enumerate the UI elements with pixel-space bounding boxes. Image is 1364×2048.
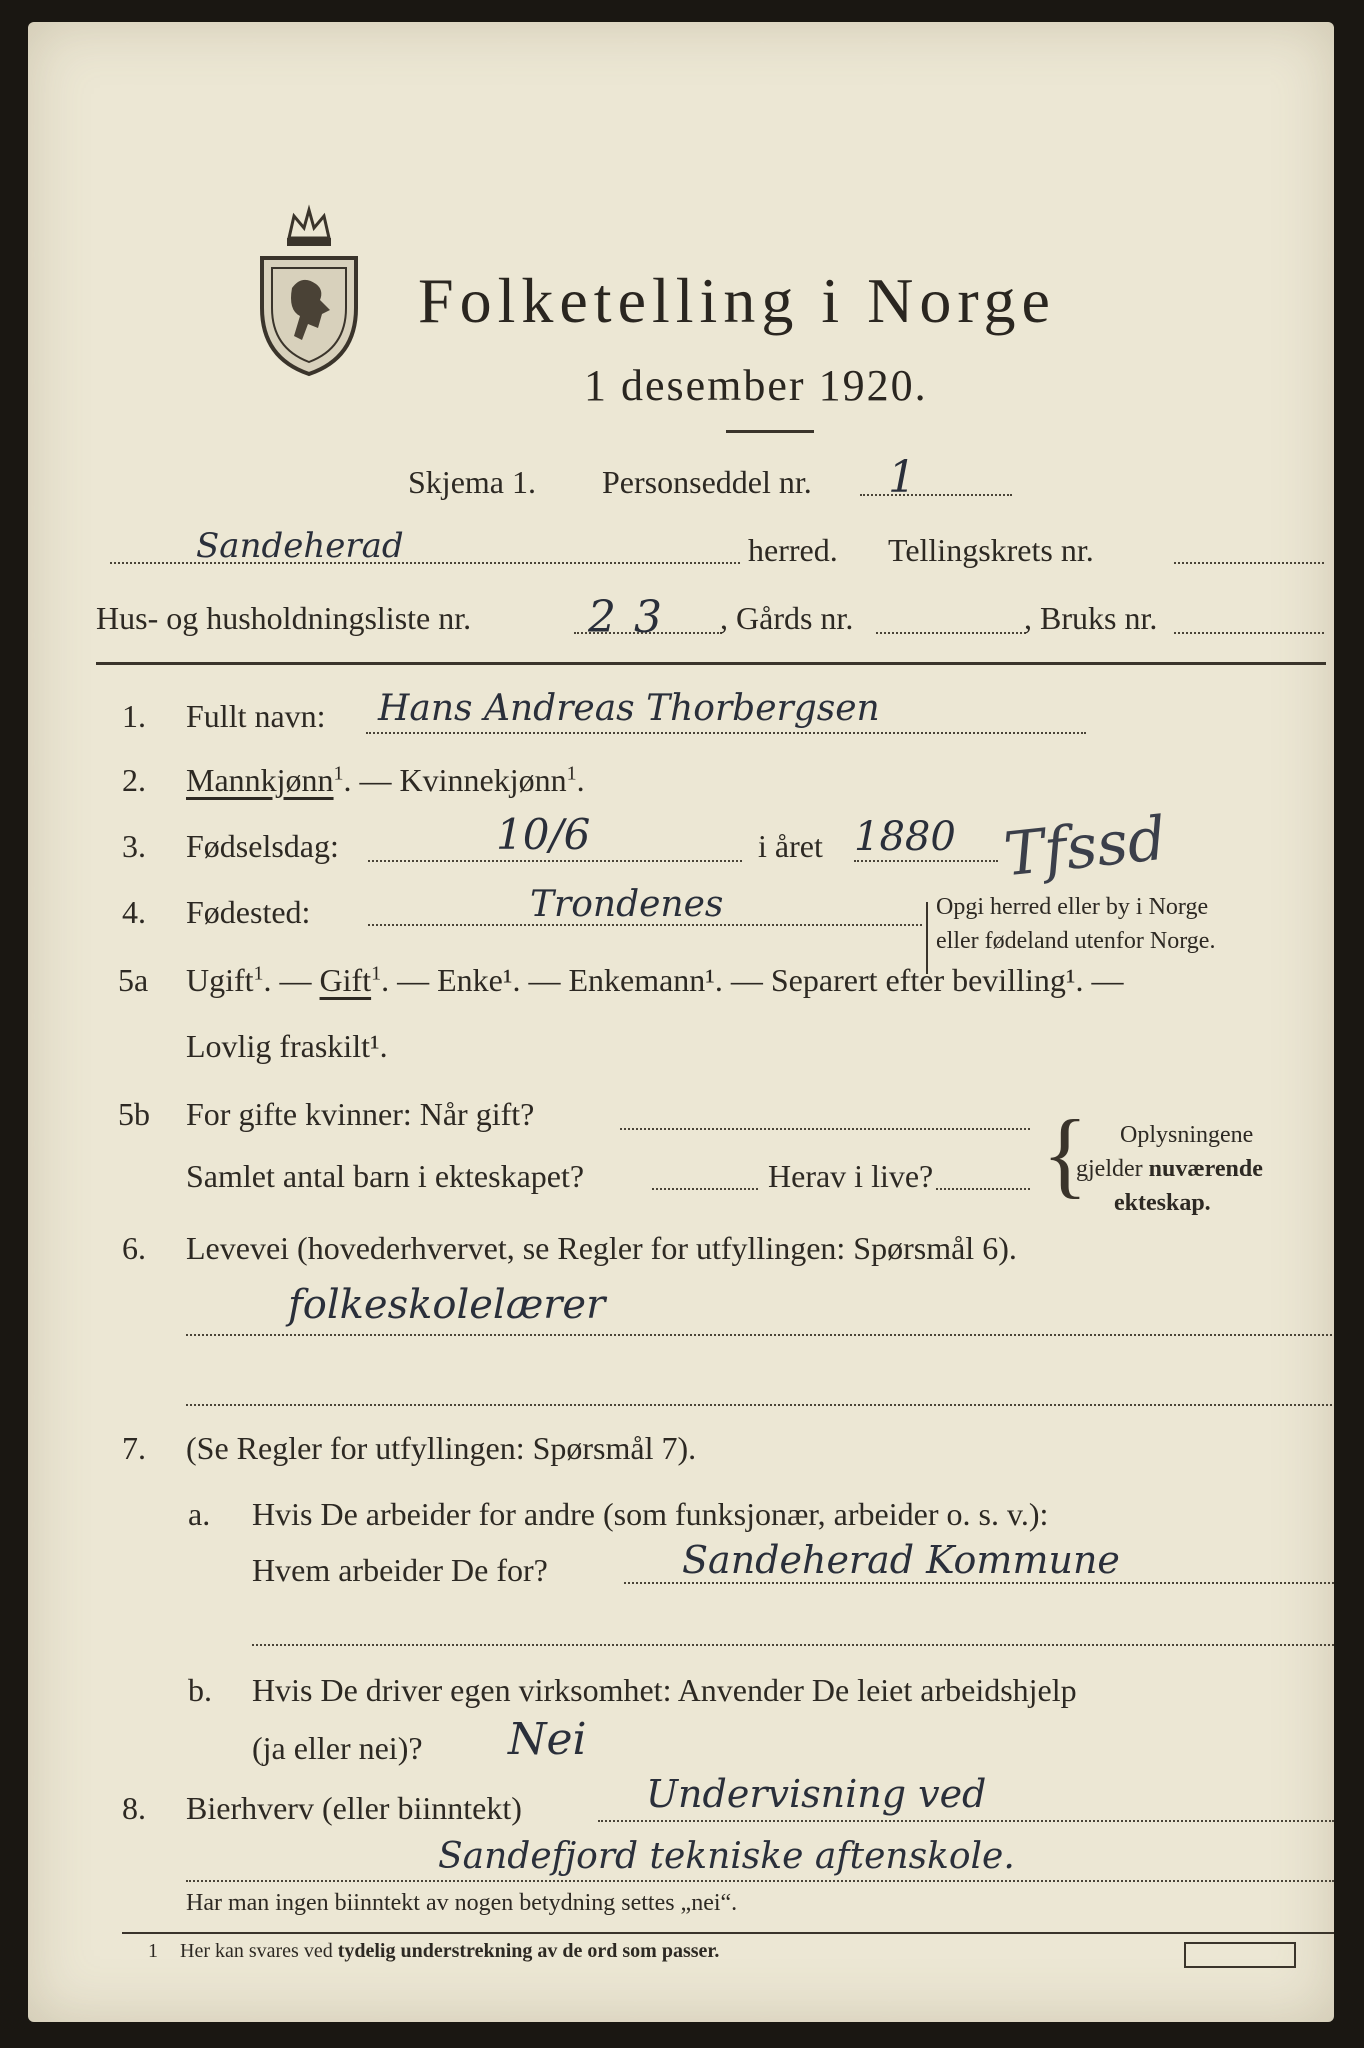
q8-number: 8. <box>122 1790 146 1826</box>
form-title: Folketelling i Norge <box>418 265 1056 336</box>
gards-label: , Gårds nr. <box>720 600 854 636</box>
header-rule <box>96 662 1326 665</box>
q1-field-line <box>366 732 1086 734</box>
skjema-label: Skjema 1. <box>408 464 536 500</box>
q5b-when-married: For gifte kvinner: Når gift? <box>186 1096 535 1132</box>
q8-label: Bierhverv (eller biinntekt) <box>186 1790 522 1826</box>
q7-number: 7. <box>122 1430 146 1466</box>
q7b-line2: (ja eller nei)? <box>252 1730 423 1766</box>
occupation-line-1 <box>186 1334 1332 1336</box>
q2-end: . <box>576 762 585 798</box>
q1-number: 1. <box>122 698 146 734</box>
personseddel-label: Personseddel nr. <box>602 464 812 500</box>
hired-help-value[interactable]: Nei <box>508 1714 587 1765</box>
bruks-field-line <box>1174 632 1324 634</box>
birthday-value[interactable]: 10/6 <box>496 810 591 859</box>
side-income-field-line <box>598 1820 1334 1822</box>
footer-rule <box>122 1932 1334 1934</box>
birthplace-note-2: eller fødeland utenfor Norge. <box>936 928 1216 954</box>
census-form <box>28 22 1334 2022</box>
q5b-brace: { <box>1042 1100 1089 1207</box>
q4-label: Fødested: <box>186 894 311 930</box>
q6-label: Levevei (hovederhvervet, se Regler for utfyllingen: Spørsmål 6). <box>186 1230 1017 1266</box>
occupation-line-2 <box>186 1404 1332 1406</box>
birthplace-note-1: Opgi herred eller by i Norge <box>936 894 1209 920</box>
herred-value[interactable]: Sandeherad <box>196 526 404 566</box>
personseddel-value[interactable]: 1 <box>888 452 916 503</box>
q2-separator: . — <box>343 762 400 798</box>
q2-number: 2. <box>122 762 146 798</box>
birthplace-value[interactable]: Trondenes <box>530 884 724 925</box>
q4-number: 4. <box>122 894 146 930</box>
q3-number: 3. <box>122 828 146 864</box>
employer-line-2 <box>252 1644 1334 1646</box>
herred-label: herred. <box>748 532 838 568</box>
printer-stamp-icon <box>1184 1942 1296 1968</box>
employer-field-line <box>624 1582 1334 1584</box>
q5b-number: 5b <box>118 1096 150 1132</box>
option-female[interactable]: Kvinnekjønn <box>399 762 567 798</box>
tellingskrets-field-line <box>1174 562 1324 564</box>
q7a-letter: a. <box>188 1496 211 1532</box>
no-income-note: Har man ingen biinntekt av nogen betydning settes „nei“. <box>186 1890 738 1916</box>
coat-of-arms-icon <box>254 198 364 378</box>
q7a-line1: Hvis De arbeider for andre (som funksjonær, arbeider o. s. v.): <box>252 1496 1049 1532</box>
q6-number: 6. <box>122 1230 146 1266</box>
q5a-number: 5a <box>118 962 149 998</box>
alive-field-line <box>936 1188 1030 1190</box>
bruks-label: , Bruks nr. <box>1024 600 1158 636</box>
q7a-line2: Hvem arbeider De for? <box>252 1552 548 1588</box>
marital-options-rest: . — Enke¹. — Enkemann¹. — Separert efter bevilling¹. — <box>381 962 1124 998</box>
personseddel-field-line <box>860 494 1012 496</box>
separator: . — <box>263 962 320 998</box>
year-value[interactable]: 1880 <box>854 814 956 860</box>
option-gift[interactable]: Gift <box>319 962 372 998</box>
q5b-note-3: ekteskap. <box>1114 1190 1211 1216</box>
footnote-number: 1 <box>148 1940 158 1962</box>
footnote-marker: 1 <box>333 762 344 785</box>
side-income-value-2[interactable]: Sandefjord tekniske aftenskole. <box>438 1836 1015 1877</box>
q7b-letter: b. <box>188 1672 212 1708</box>
q2-options <box>186 762 585 799</box>
gards-field-line <box>876 632 1026 634</box>
option-lovlig-fraskilt[interactable]: Lovlig fraskilt¹. <box>186 1028 388 1064</box>
option-male[interactable]: Mannkjønn <box>186 762 334 798</box>
side-income-line-2 <box>186 1880 1334 1882</box>
occupation-value[interactable]: folkeskolelærer <box>288 1282 606 1328</box>
q7b-line1: Hvis De driver egen virksomhet: Anvender De leiet arbeidshjelp <box>252 1672 1077 1708</box>
footnote-marker: 1 <box>566 762 577 785</box>
q5b-note-2: gjelder nuværende <box>1076 1156 1263 1182</box>
option-ugift[interactable]: Ugift <box>186 962 254 998</box>
side-income-value-1[interactable]: Undervisning ved <box>646 1772 987 1816</box>
employer-value[interactable]: Sandeherad Kommune <box>682 1538 1120 1582</box>
census-date: 1 desember 1920. <box>584 361 928 410</box>
title-divider <box>726 430 814 433</box>
q5b-alive: Herav i live? <box>768 1158 934 1194</box>
tellingskrets-label: Tellingskrets nr. <box>888 532 1094 568</box>
children-field-line <box>652 1188 758 1190</box>
q5b-children: Samlet antal barn i ekteskapet? <box>186 1158 585 1194</box>
q3-label: Fødselsdag: <box>186 828 339 864</box>
q1-label: Fullt navn: <box>186 698 326 734</box>
when-married-field-line <box>620 1128 1030 1130</box>
birthday-field-line <box>368 860 742 862</box>
year-field-line <box>854 860 998 862</box>
year-label: i året <box>758 828 823 864</box>
husliste-label: Hus- og husholdningsliste nr. <box>96 600 472 636</box>
footnote-text: Her kan svares ved tydelig understrekning av de ord som passer. <box>180 1940 720 1962</box>
marital-options: Ugift$^1$. — Gift$^1$. — Enke¹. — Enkemann¹. — Separert efter bevilling¹. — <box>186 962 1124 998</box>
q5b-note-1: Oplysningene <box>1120 1122 1254 1148</box>
q7-label: (Se Regler for utfyllingen: Spørsmål 7). <box>186 1430 697 1466</box>
full-name-value[interactable]: Hans Andreas Thorbergsen <box>378 688 880 729</box>
husliste-value[interactable]: 23 <box>588 592 680 643</box>
official-mark: Tfssd <box>1000 803 1170 891</box>
